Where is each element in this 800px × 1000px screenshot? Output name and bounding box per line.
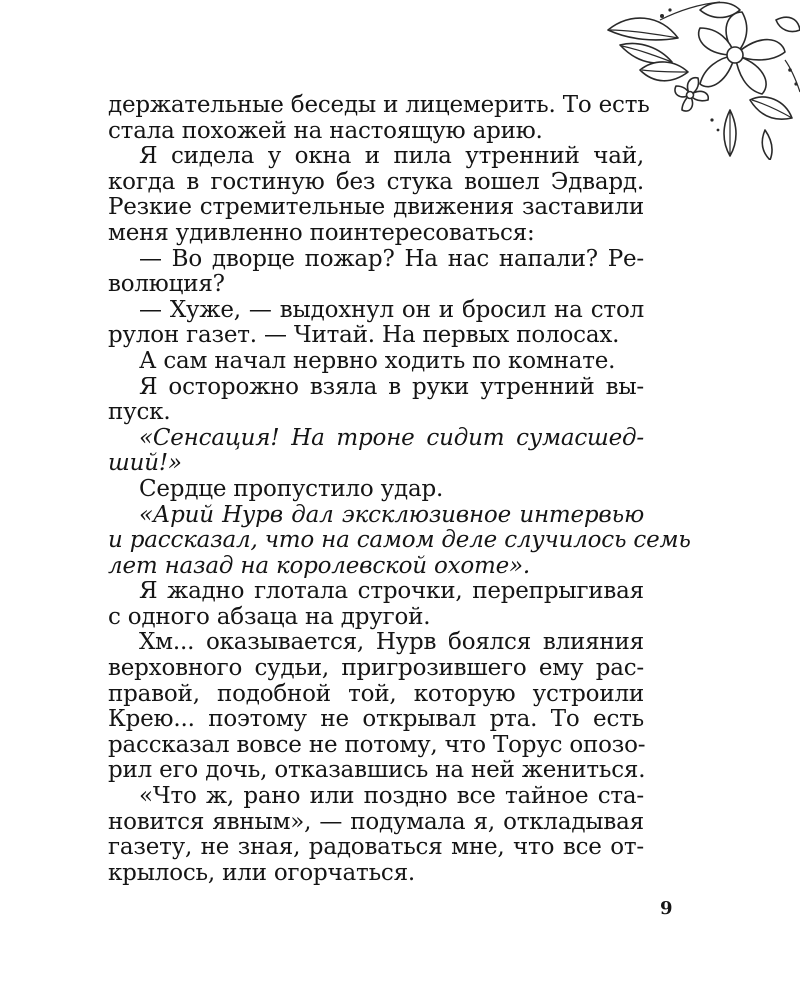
text-line: рил его дочь, отказавшись на ней жениться. <box>108 757 646 784</box>
text-line: рулон газет. — Читай. На первых полосах. <box>108 322 620 349</box>
page-text <box>108 92 691 886</box>
text-line: — Хуже, — выдохнул он и бросил на стол <box>139 296 644 323</box>
text-line: и рассказал, что на самом деле случилось семь <box>108 527 691 554</box>
text-line: волюция? <box>108 271 225 298</box>
text-line: правой, подобной той, которую устроили <box>108 680 644 707</box>
text-line: когда в гостиную без стука вошел Эдвард. <box>108 168 644 195</box>
text-line: верховного судьи, пригрозившего ему рас- <box>108 655 644 682</box>
text-line: Резкие стремительные движения заставили <box>108 194 644 221</box>
text-line: — Во дворце пожар? На нас напали? Ре- <box>139 245 644 272</box>
text-line: держательные беседы и лицемерить. То есть <box>108 92 650 118</box>
text-line: Я сидела у окна и пила утренний чай, <box>139 143 644 170</box>
text-line: газету, не зная, радоваться мне, что все от- <box>108 834 644 861</box>
page-number: 9 <box>660 898 673 919</box>
text-line: меня удивленно поинтересоваться: <box>108 219 535 246</box>
text-line: «Сенсация! На троне сидит сумасшед- <box>139 424 644 451</box>
text-line: Сердце пропустило удар. <box>139 475 444 502</box>
text-line: «Что ж, рано или поздно все тайное ста- <box>139 783 644 810</box>
text-line: Я осторожно взяла в руки утренний вы- <box>139 373 644 400</box>
text-line: крылось, или огорчаться. <box>108 859 416 886</box>
text-line: пуск. <box>108 399 171 426</box>
text-line: новится явным», — подумала я, откладывая <box>108 808 644 835</box>
text-line: Хм... оказывается, Нурв боялся влияния <box>139 629 644 656</box>
text-line: лет назад на королевской охоте». <box>108 552 531 579</box>
text-line: Крею... поэтому не открывал рта. То есть <box>108 706 644 733</box>
text-line: стала похожей на настоящую арию. <box>108 117 543 144</box>
text-line: ший!» <box>108 450 182 477</box>
text-line: с одного абзаца на другой. <box>108 603 431 630</box>
text-line: А сам начал нервно ходить по комнате. <box>139 347 616 374</box>
text-line: «Арий Нурв дал эксклюзивное интервью <box>139 501 644 528</box>
text-line: Я жадно глотала строчки, перепрыгивая <box>139 578 644 605</box>
text-line: рассказал вовсе не потому, что Торус опозо- <box>108 731 646 758</box>
